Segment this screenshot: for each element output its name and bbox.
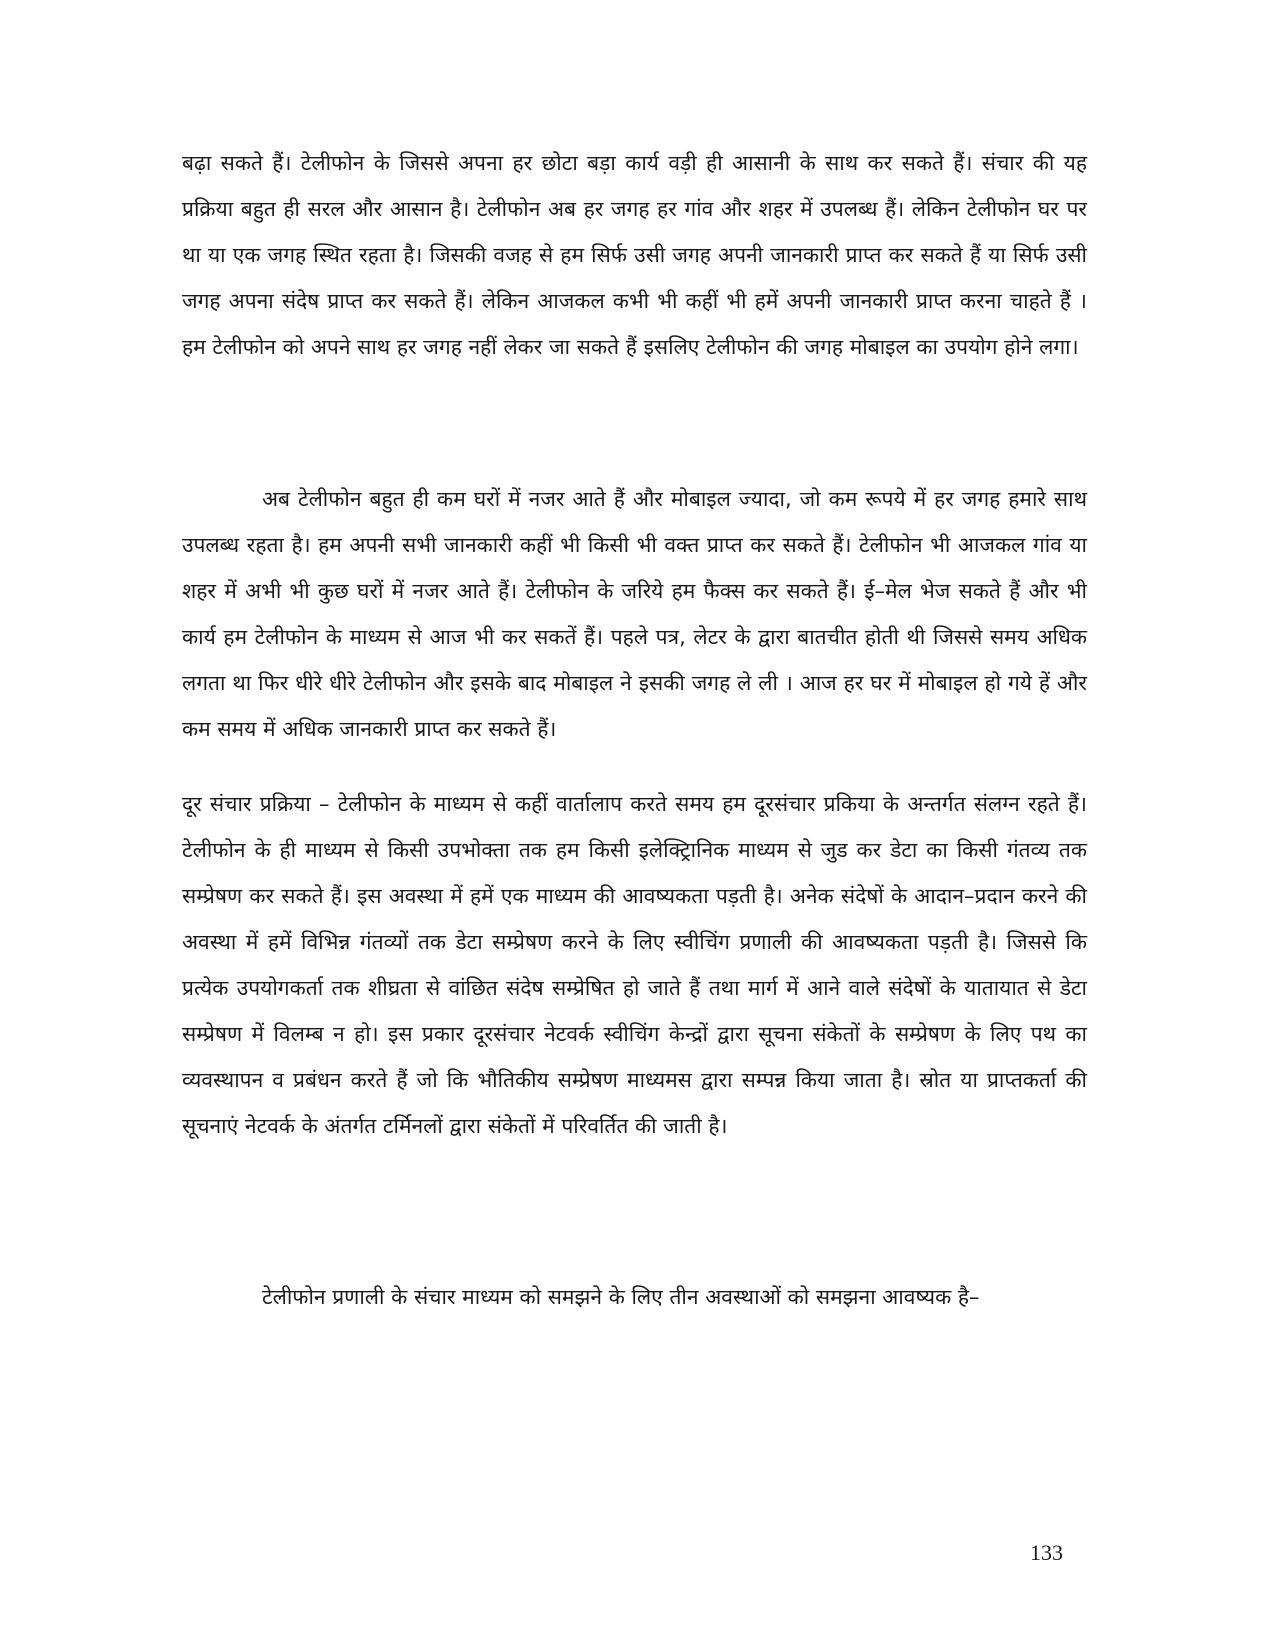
paragraph-telephone-limitations: बढ़ा सकते हैं। टेलीफोन के जिससे अपना हर छोटा बड़ा कार्य वड़ी ही आसानी के साथ कर सकते हैं। संचार की यह प्रक्रिया बहुत ही सरल और आसान है। टेलीफोन अब हर जगह हर गांव और शहर में उपलब्ध हैं। लेकिन टेलीफोन घर पर था या एक जगह स्थित रहता है। जिसकी वजह से हम सिर्फ उसी जगह अपनी जानकारी प्राप्त कर सकते हैं या सिर्फ उसी जगह अपना संदेष प्राप्त कर सकते हैं। लेकिन आजकल कभी भी कहीं भी हमें अपनी जानकारी प्राप्त करना चाहते हैं । हम टेलीफोन को अपने साथ हर जगह नहीं लेकर जा सकते हैं इसलिए टेलीफोन की जगह मोबाइल का उपयोग होने लगा। — [182, 151, 1087, 359]
paragraph-three-stages-intro: टेलीफोन प्रणाली के संचार माध्यम को समझने के लिए तीन अवस्थाओं को समझना आवष्यक है– — [262, 1285, 980, 1309]
page-number: 133 — [1030, 1540, 1063, 1565]
paragraph-mobile-usage: अब टेलीफोन बहुत ही कम घरों में नजर आते हैं और मोबाइल ज्यादा, जो कम रूपये में हर जगह हमारे साथ उपलब्ध रहता है। हम अपनी सभी जानकारी कहीं भी किसी भी वक्त प्राप्त कर सकते हैं। टेलीफोन भी आजकल गांव या शहर में अभी भी कुछ घरों में नजर आते हैं। टेलीफोन के जरिये हम फैक्स कर सकते हैं। ई–मेल भेज सकते हैं और भी कार्य हम टेलीफोन के माध्यम से आज भी कर सकतें हैं। पहले पत्र, लेटर के द्वारा बातचीत होती थी जिससे समय अधिक लगता था फिर धीरे धीरे टेलीफोन और इसके बाद मोबाइल ने इसकी जगह ले ली । आज हर घर में मोबाइल हो गये हें और कम समय में अधिक जानकारी प्राप्त कर सकते हैं। — [182, 487, 1087, 741]
paragraph-telecommunication-process: दूर संचार प्रक्रिया – टेलीफोन के माध्यम से कहीं वार्तालाप करते समय हम दूरसंचार प्रकिया के अन्तर्गत संलग्न रहते हैं। टेलीफोन के ही माध्यम से किसी उपभोक्ता तक हम किसी इलेक्ट्रिानिक माध्यम से जुड कर डेटा का किसी गंतव्य तक सम्प्रेषण कर सकते हैं। इस अवस्था में हमें एक माध्यम की आवष्यकता पड़ती है। अनेक संदेषों के आदान–प्रदान करने की अवस्था में हमें विभिन्न गंतव्यों तक डेटा सम्प्रेषण करने के लिए स्वीचिंग प्रणाली की आवष्यकता पड़ती है। जिससे कि प्रत्येक उपयोगकर्ता तक शीघ्रता से वांछित संदेष सम्प्रेषित हो जाते हैं तथा मार्ग में आने वाले संदेषों के यातायात से डेटा सम्प्रेषण में विलम्ब न हो। इस प्रकार दूरसंचार नेटवर्क स्वीचिंग केन्द्रों द्वारा सूचना संकेतों के सम्प्रेषण के लिए पथ का व्यवस्थापन व प्रबंधन करते हैं जो कि भौतिकीय सम्प्रेषण माध्यमस द्वारा सम्पन्न किया जाता है। स्रोत या प्राप्तकर्ता की सूचनाएं नेटवर्क के अंतर्गत टर्मिनलों द्वारा संकेतों में परिवर्तित की जाती है। — [182, 792, 1087, 1138]
